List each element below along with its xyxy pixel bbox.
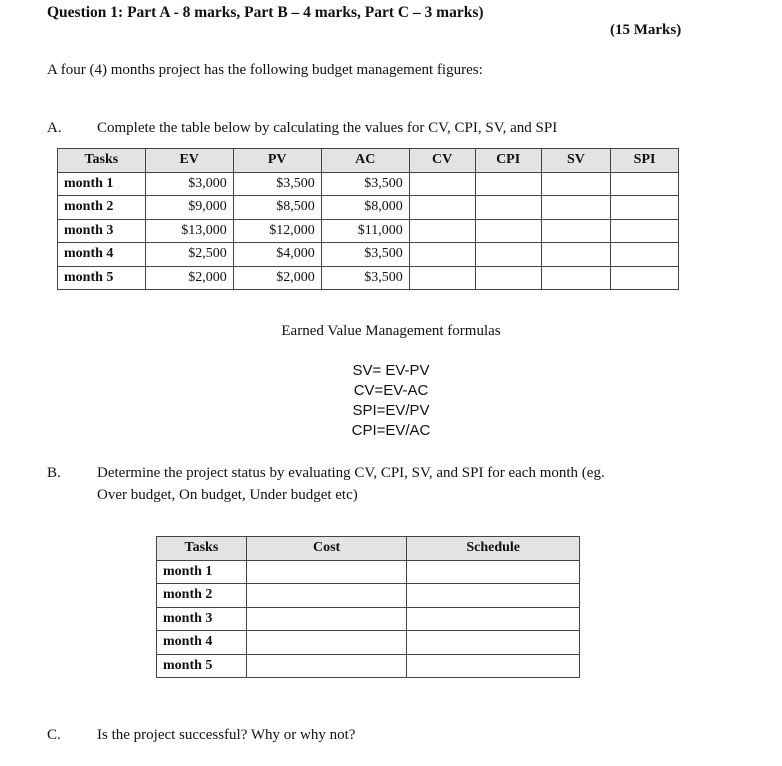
status-table-header — [157, 537, 580, 561]
ev-cell: $2,000 — [145, 266, 233, 290]
col-header-ev: EV — [145, 149, 233, 173]
col-header-schedule: Schedule — [407, 537, 580, 561]
ac-cell: $11,000 — [321, 219, 409, 243]
formulas-title: Earned Value Management formulas — [281, 323, 501, 339]
budget-table-header — [58, 149, 679, 173]
schedule-cell — [407, 631, 580, 655]
table-row — [58, 266, 679, 290]
table-row — [58, 196, 679, 220]
cpi-cell — [475, 219, 541, 243]
task-cell: month 1 — [157, 560, 247, 584]
cv-cell — [409, 172, 475, 196]
formula-sv: SV= EV-PV — [352, 362, 430, 379]
formula-spi: SPI=EV/PV — [352, 402, 430, 419]
cpi-cell — [475, 266, 541, 290]
cost-cell — [246, 607, 407, 631]
task-cell: month 4 — [157, 631, 247, 655]
col-header-cost: Cost — [246, 537, 407, 561]
cost-cell — [246, 560, 407, 584]
sv-cell — [541, 243, 610, 267]
cv-cell — [409, 266, 475, 290]
task-cell: month 4 — [58, 243, 146, 267]
task-cell: month 5 — [157, 654, 247, 678]
col-header-cpi: CPI — [475, 149, 541, 173]
ev-cell: $13,000 — [145, 219, 233, 243]
ev-cell: $2,500 — [145, 243, 233, 267]
task-cell: month 2 — [157, 584, 247, 608]
ac-cell: $8,000 — [321, 196, 409, 220]
table-row — [157, 654, 580, 678]
cv-cell — [409, 219, 475, 243]
sv-cell — [541, 266, 610, 290]
ev-cell: $3,000 — [145, 172, 233, 196]
task-cell: month 3 — [58, 219, 146, 243]
pv-cell: $4,000 — [233, 243, 321, 267]
cost-cell — [246, 584, 407, 608]
part-c-question: Is the project successful? Why or why not? — [97, 727, 356, 743]
col-header-ac: AC — [321, 149, 409, 173]
pv-cell: $3,500 — [233, 172, 321, 196]
task-cell: month 2 — [58, 196, 146, 220]
schedule-cell — [407, 584, 580, 608]
spi-cell — [611, 266, 679, 290]
spi-cell — [611, 172, 679, 196]
task-cell: month 1 — [58, 172, 146, 196]
table-row — [157, 560, 580, 584]
status-table — [156, 536, 580, 678]
cpi-cell — [475, 196, 541, 220]
ev-cell: $9,000 — [145, 196, 233, 220]
table-row — [58, 243, 679, 267]
table-row — [157, 607, 580, 631]
task-cell: month 3 — [157, 607, 247, 631]
formula-cpi: CPI=EV/AC — [351, 422, 431, 439]
col-header-cv: CV — [409, 149, 475, 173]
part-b-line-1: Determine the project status by evaluating CV, CPI, SV, and SPI for each month (eg. — [97, 465, 605, 481]
part-a-instruction: Complete the table below by calculating the values for CV, CPI, SV, and SPI — [97, 120, 558, 136]
pv-cell: $12,000 — [233, 219, 321, 243]
ac-cell: $3,500 — [321, 172, 409, 196]
spi-cell — [611, 243, 679, 267]
cpi-cell — [475, 172, 541, 196]
part-a-letter: A. — [47, 120, 62, 136]
cpi-cell — [475, 243, 541, 267]
col-header-sv: SV — [541, 149, 610, 173]
sv-cell — [541, 196, 610, 220]
pv-cell: $8,500 — [233, 196, 321, 220]
table-row — [58, 219, 679, 243]
total-marks: (15 Marks) — [610, 22, 682, 38]
part-b-letter: B. — [47, 465, 61, 481]
part-b-line-2: Over budget, On budget, Under budget etc) — [97, 487, 358, 503]
question-title: Question 1: Part A - 8 marks, Part B – 4 marks, Part C – 3 marks) — [47, 4, 484, 21]
intro-text: A four (4) months project has the following budget management figures: — [47, 62, 483, 78]
part-c-letter: C. — [47, 727, 61, 743]
sv-cell — [541, 219, 610, 243]
table-row — [58, 172, 679, 196]
cost-cell — [246, 654, 407, 678]
formula-cv: CV=EV-AC — [353, 382, 429, 399]
spi-cell — [611, 219, 679, 243]
budget-table — [57, 148, 679, 290]
pv-cell: $2,000 — [233, 266, 321, 290]
ac-cell: $3,500 — [321, 243, 409, 267]
schedule-cell — [407, 560, 580, 584]
col-header-tasks: Tasks — [58, 149, 146, 173]
col-header-spi: SPI — [611, 149, 679, 173]
col-header-pv: PV — [233, 149, 321, 173]
task-cell: month 5 — [58, 266, 146, 290]
table-row — [157, 584, 580, 608]
cost-cell — [246, 631, 407, 655]
cv-cell — [409, 243, 475, 267]
table-row — [157, 631, 580, 655]
schedule-cell — [407, 607, 580, 631]
spi-cell — [611, 196, 679, 220]
cv-cell — [409, 196, 475, 220]
col-header-tasks: Tasks — [157, 537, 247, 561]
ac-cell: $3,500 — [321, 266, 409, 290]
sv-cell — [541, 172, 610, 196]
schedule-cell — [407, 654, 580, 678]
